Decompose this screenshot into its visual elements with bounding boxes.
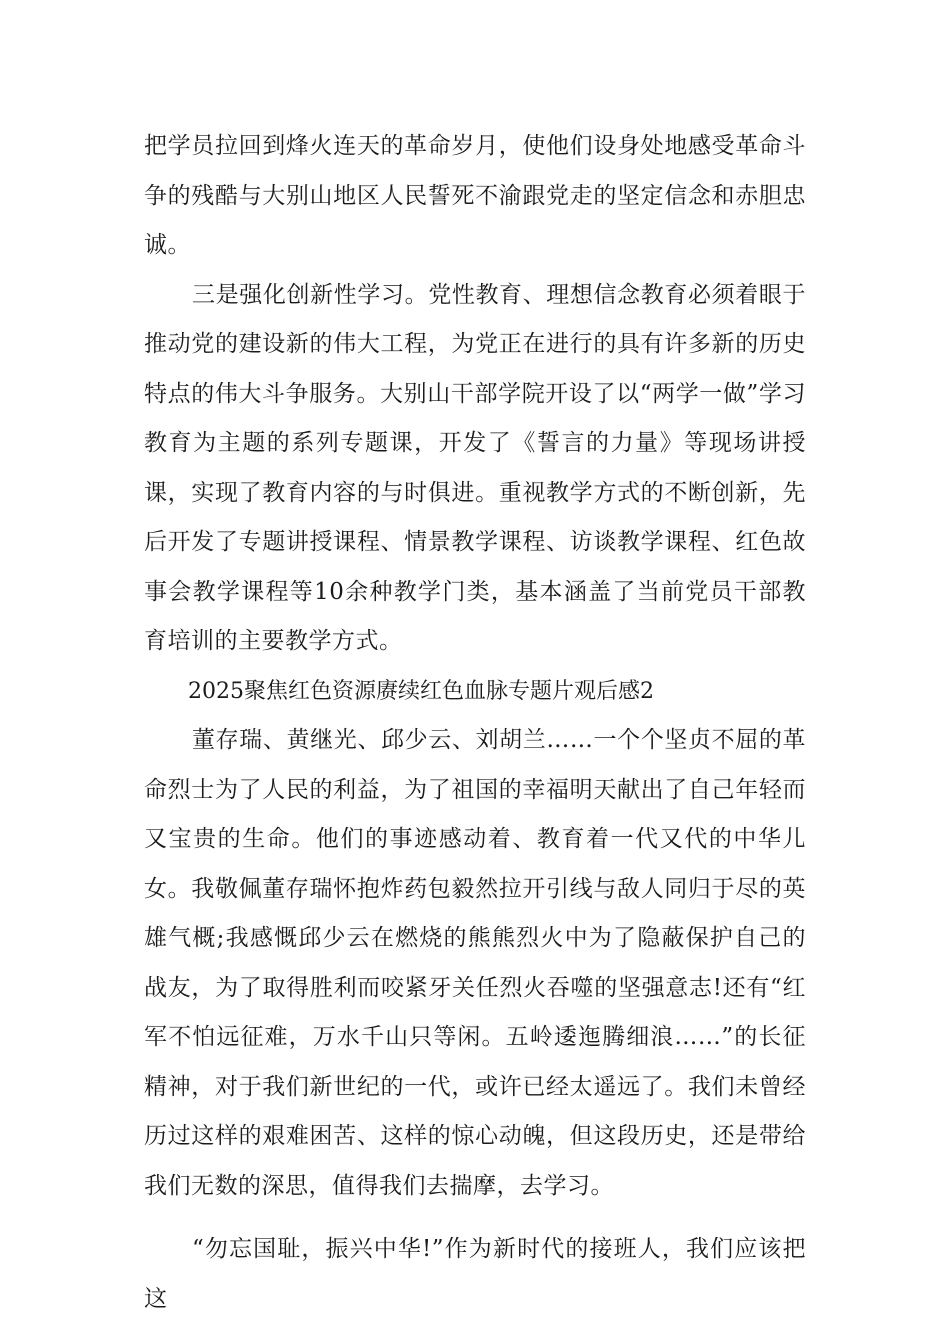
paragraph-innovative-learning: 三是强化创新性学习。党性教育、理想信念教育必须着眼于推动党的建设新的伟大工程，为党正在进行的具有许多新的历史特点的伟大斗争服务。大别山干部学院开设了以“两学一做”学习教育为主题的系列专题课，开发了《誓言的力量》等现场讲授课，实现了教育内容的与时俱进。重视教学方式的不断创新，先后开发了专题讲授课程、情景教学课程、访谈教学课程、红色故事会教学课程等10余种教学门类，基本涵盖了当前党员干部教育培训的主要教学方式。 — [144, 281, 806, 654]
paragraph-martyrs: 董存瑞、黄继光、邱少云、刘胡兰……一个个坚贞不屈的革命烈士为了人民的利益，为了祖国的幸福明天献出了自己年轻而又宝贵的生命。他们的事迹感动着、教育着一代又代的中华儿女。我敬佩董存瑞怀抱炸药包毅然拉开引线与敌人同归于尽的英雄气概;我感慨邱少云在燃烧的熊熊烈火中为了隐蔽保护自己的战友，为了取得胜利而咬紧牙关任烈火吞噬的坚强意志!还有“红军不怕远征难，万水千山只等闲。五岭逶迤腾细浪……”的长征精神，对于我们新世纪的一代，或许已经太遥远了。我们未曾经历过这样的艰难困苦、这样的惊心动魄，但这段历史，还是带给我们无数的深思，值得我们去揣摩，去学习。 — [144, 727, 806, 1199]
paragraph-national-humiliation: “勿忘国耻，振兴中华!”作为新时代的接班人，我们应该把这 — [144, 1236, 806, 1312]
paragraph-continuation: 把学员拉回到烽火连天的革命岁月，使他们设身处地感受革命斗争的残酷与大别山地区人民誓死不渝跟党走的坚定信念和赤胆忠诚。 — [144, 133, 806, 258]
section-heading: 2025聚焦红色资源赓续红色血脉专题片观后感2 — [188, 678, 654, 704]
document-page — [144, 122, 806, 1324]
